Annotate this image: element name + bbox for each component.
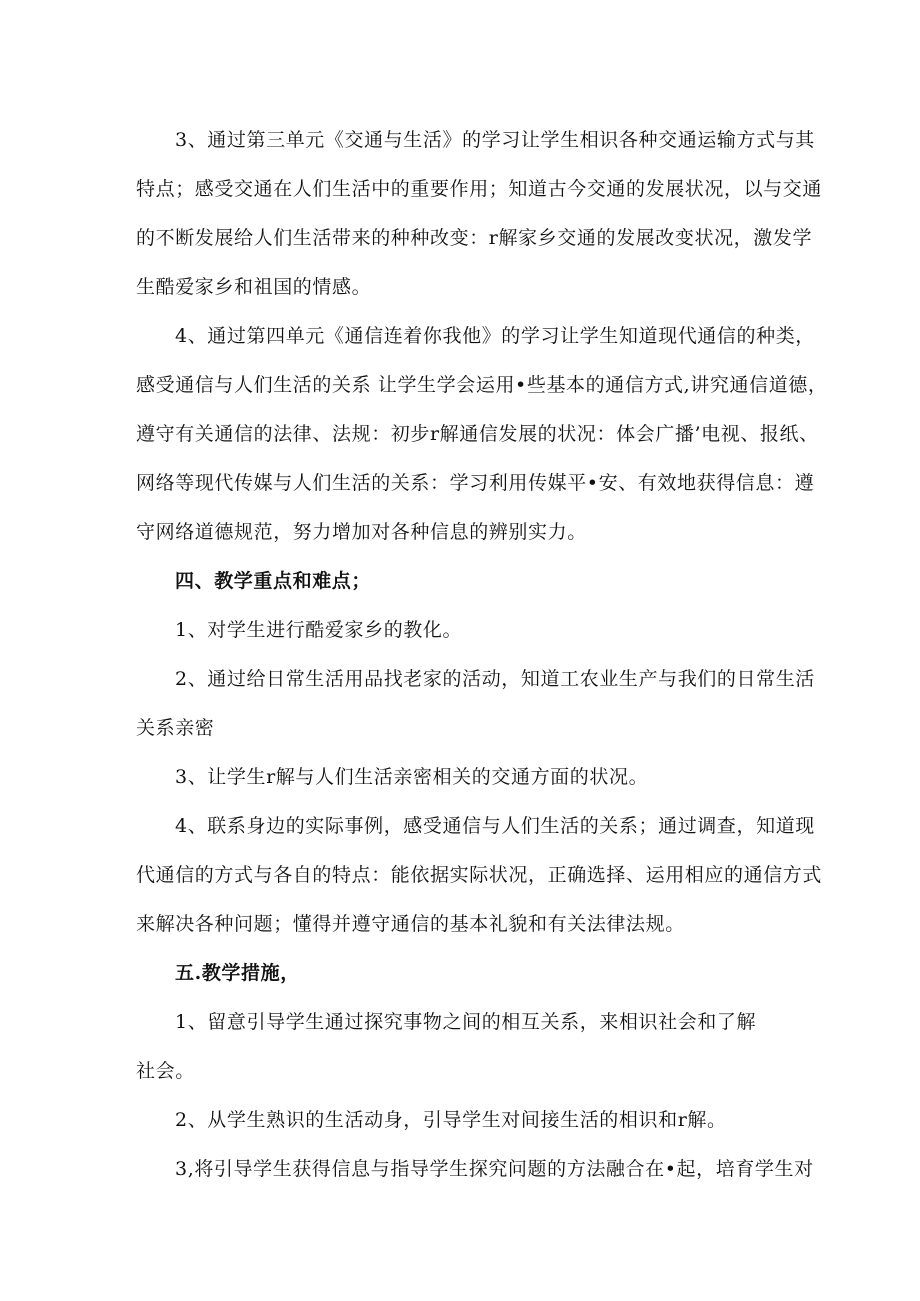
- paragraph-4-line-2: 感受通信与人们生活的关系 让学生学会运用•些基本的通信方式,讲究通信道德，: [136, 374, 828, 396]
- key-point-2-line-1: 2、通过给日常生活用品找老家的活动，知道工农业生产与我们的日常生活: [175, 668, 815, 690]
- section-heading-measures: 五.教学措施，: [175, 962, 300, 984]
- measure-1-line-2: 社会。: [136, 1060, 195, 1082]
- measure-3-line-1: 3,将引导学生获得信息与指导学生探究问题的方法融合在•起，培育学生对: [175, 1158, 814, 1180]
- key-point-4-line-2: 代通信的方式与各自的特点：能依据实际状况，正确选择、运用相应的通信方式: [136, 864, 823, 886]
- measure-1-line-1: 1、留意引导学生通过探究事物之间的相互关系，来相识社会和了解: [175, 1011, 757, 1033]
- paragraph-3-line-4: 生酷爱家乡和祖国的情感。: [136, 276, 372, 298]
- key-point-4-line-1: 4、联系身边的实际事例，感受通信与人们生活的关系；通过调查，知道现: [175, 815, 815, 837]
- paragraph-3-line-2: 特点；感受交通在人们生活中的重要作用；知道古今交通的发展状况，以与交通: [136, 178, 823, 200]
- paragraph-4-line-1: 4、通过第四单元《通信连着你我他》的学习让学生知道现代通信的种类，: [175, 325, 815, 347]
- key-point-2-line-2: 关系亲密: [136, 717, 215, 739]
- key-point-3: 3、让学生r解与人们生活亲密相关的交通方面的状况。: [175, 766, 649, 788]
- paragraph-4-line-3: 遵守有关通信的法律、法规：初步r解通信发展的状况：体会广播’电视、报纸、: [136, 423, 819, 445]
- paragraph-3-line-1: 3、通过第三单元《交通与生活》的学习让学生相识各种交通运输方式与其: [175, 129, 815, 151]
- paragraph-4-line-5: 守网络道德规范，努力增加对各种信息的辨别实力。: [136, 521, 587, 543]
- section-heading-key-points: 四、教学重点和难点；: [175, 570, 372, 592]
- key-point-1: 1、对学生进行酷爱家乡的教化。: [175, 619, 463, 641]
- measure-2: 2、从学生熟识的生活动身，引导学生对间接生活的相识和r解。: [175, 1109, 727, 1131]
- paragraph-3-line-3: 的不断发展给人们生活带来的种种改变：r解家乡交通的发展改变状况，激发学: [136, 227, 813, 249]
- key-point-4-line-3: 来解决各种问题；懂得并遵守通信的基本礼貌和有关法律法规。: [136, 913, 685, 935]
- paragraph-4-line-4: 网络等现代传媒与人们生活的关系：学习利用传媒平•安、有效地获得信息：遵: [136, 472, 815, 494]
